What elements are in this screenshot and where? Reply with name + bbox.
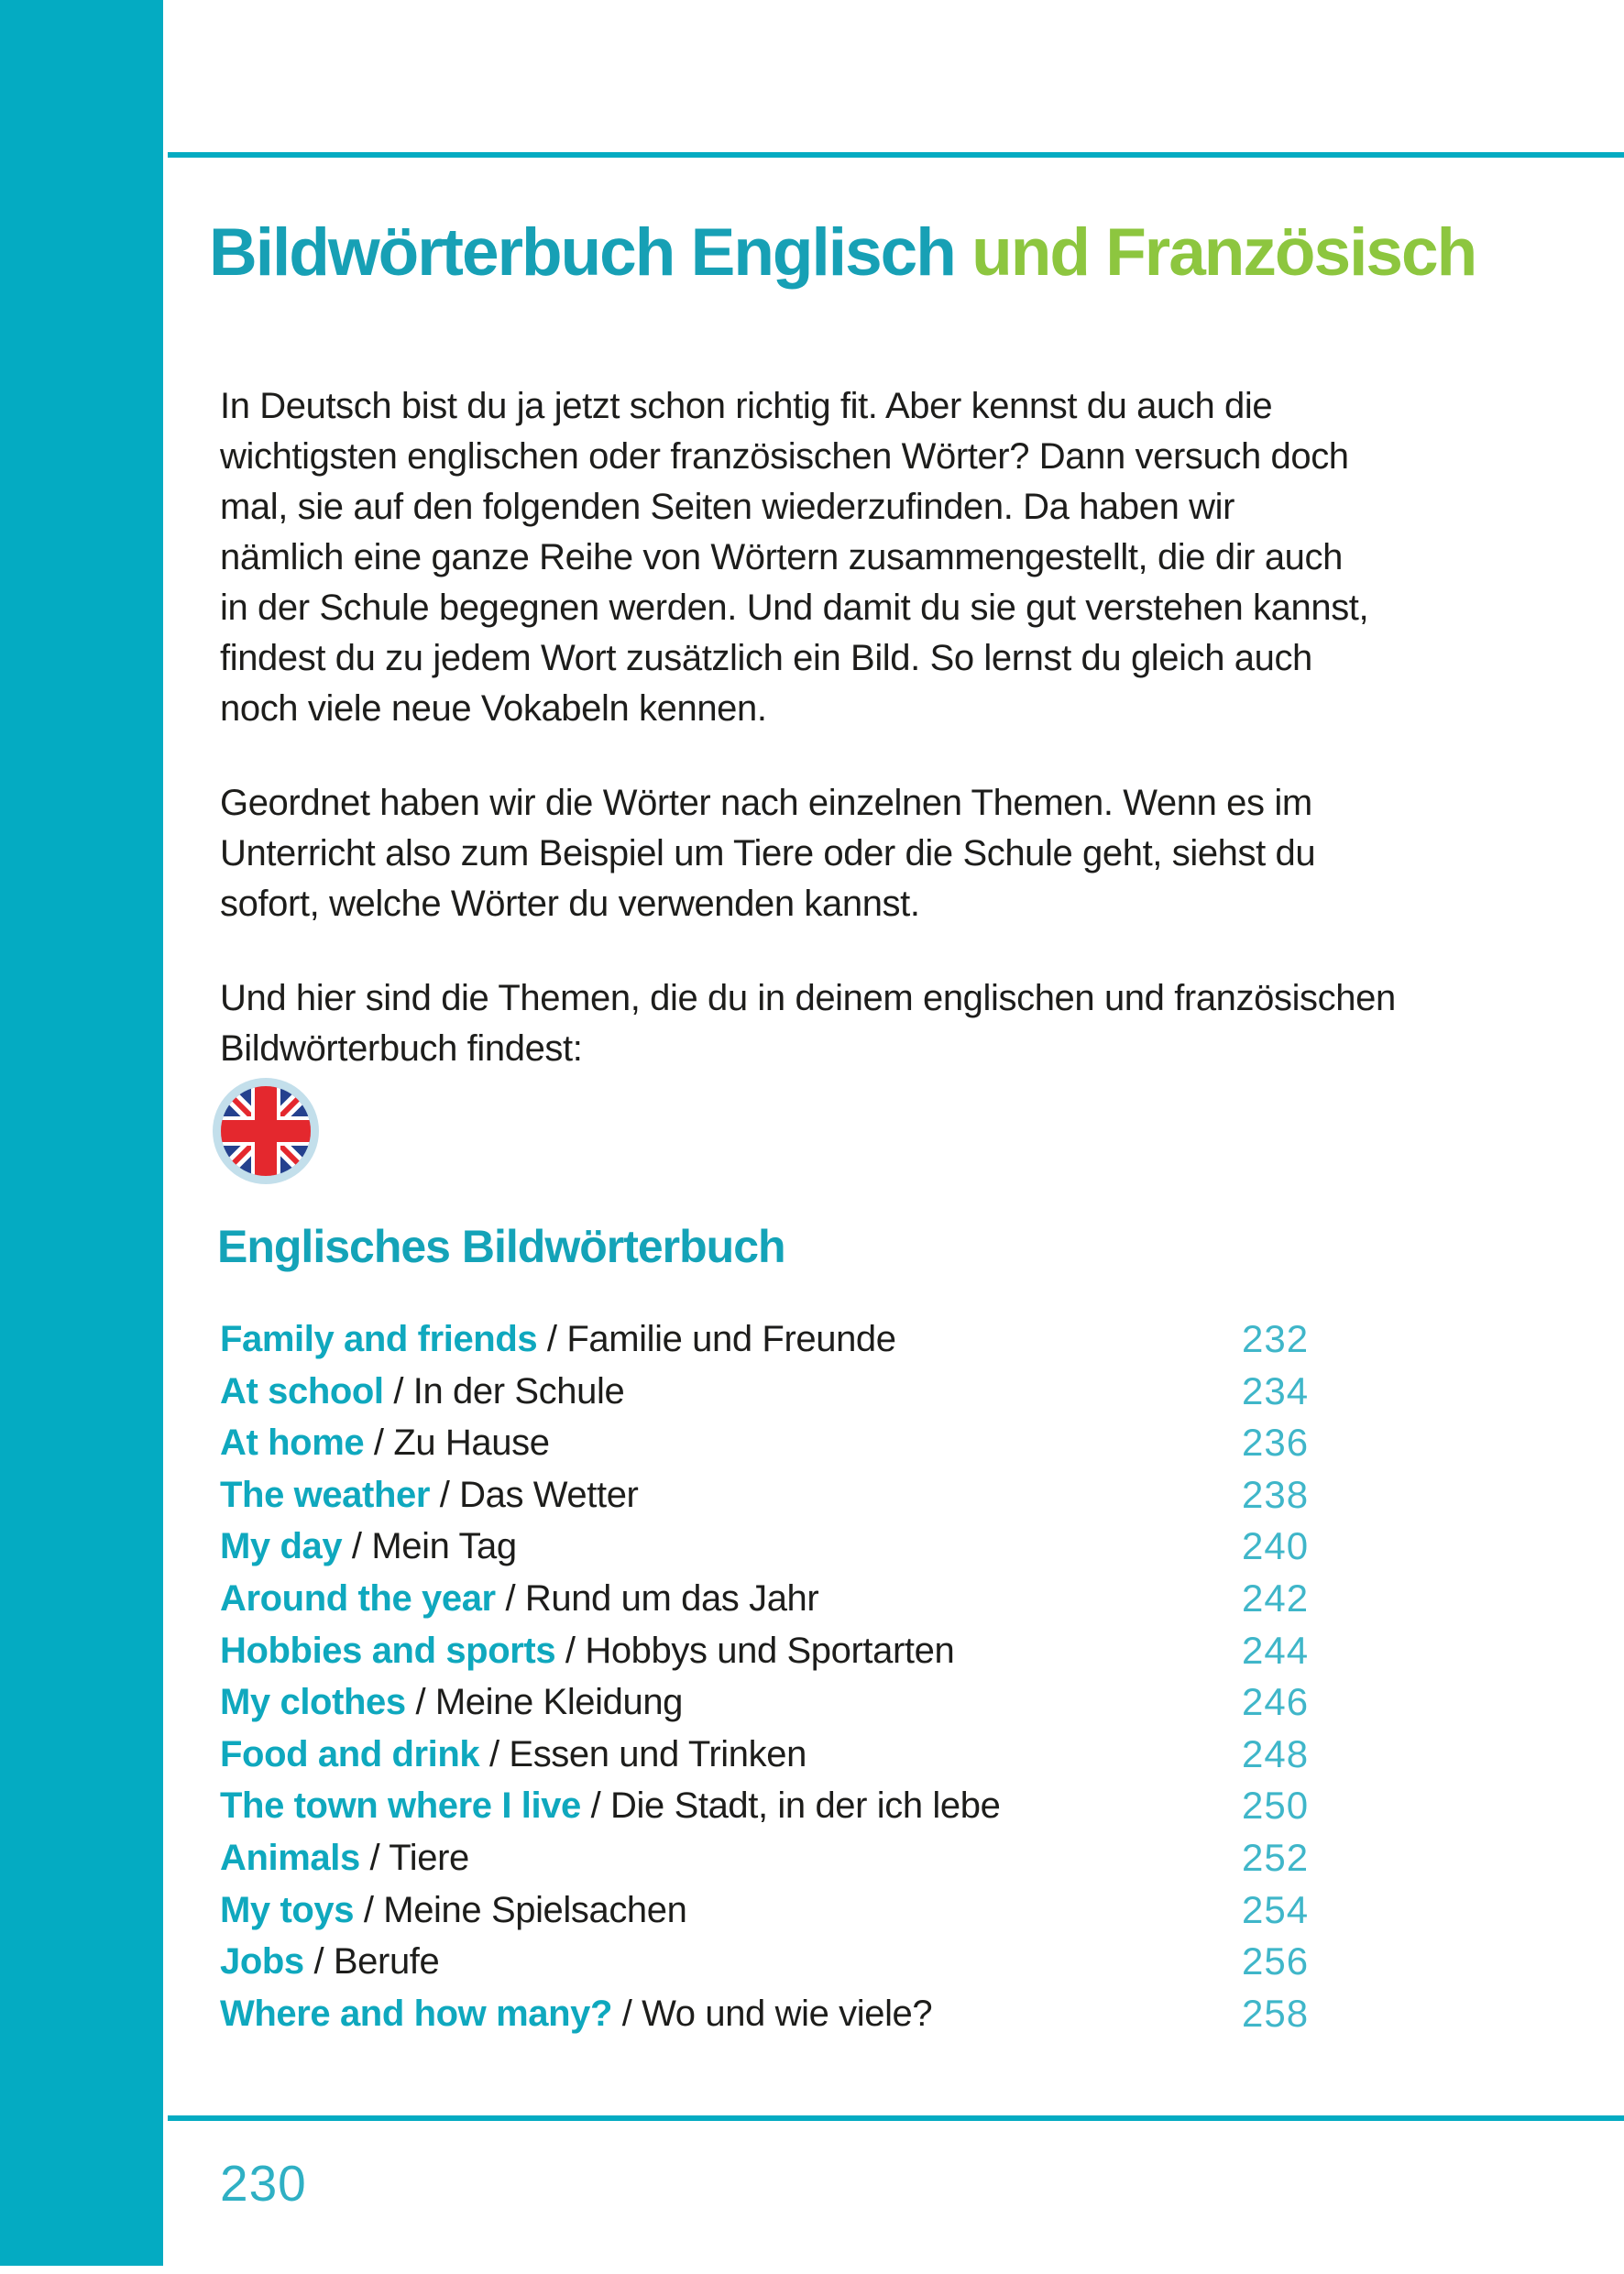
top-divider (168, 152, 1624, 158)
paragraph-line: noch viele neue Vokabeln kennen. (220, 688, 767, 729)
toc-page-number: 254 (1242, 1887, 1310, 1931)
toc-term-english: My toys (220, 1889, 355, 1930)
toc-page-number: 238 (1242, 1472, 1310, 1516)
toc-item (220, 1366, 1430, 1418)
toc-separator: / (303, 1941, 334, 1983)
toc-separator: / (479, 1733, 510, 1774)
toc-page-number: 248 (1242, 1731, 1310, 1775)
toc-term-german: Mein Tag (371, 1526, 517, 1567)
toc-term-english: Where and how many? (220, 1993, 613, 2034)
bottom-divider (168, 2115, 1624, 2121)
paragraph-line: In Deutsch bist du ja jetzt schon richtig fit. Aber kennst du auch die (220, 386, 1273, 426)
toc-separator: / (580, 1785, 611, 1827)
toc-separator: / (405, 1682, 435, 1723)
toc-separator: / (612, 1993, 642, 2034)
toc-term-german: Berufe (333, 1941, 440, 1983)
toc-separator: / (354, 1889, 384, 1930)
toc-item (220, 1573, 1430, 1625)
toc-item (220, 1417, 1430, 1469)
toc-term-german: In der Schule (412, 1370, 625, 1412)
paragraph-line: Und hier sind die Themen, die du in deinem englischen und französischen (220, 978, 1396, 1018)
toc-term-english: Family and friends (220, 1319, 538, 1359)
intro-paragraphs (220, 381, 1396, 1074)
toc-term-german: Wo und wie viele? (642, 1993, 933, 2034)
toc-item (220, 1780, 1430, 1832)
toc-page-number: 234 (1242, 1368, 1310, 1412)
toc-item (220, 1676, 1430, 1729)
left-accent-bar (0, 0, 163, 2266)
paragraph-line: mal, sie auf den folgenden Seiten wiederzufinden. Da haben wir (220, 487, 1235, 527)
section-heading: Englisches Bildwörterbuch (217, 1221, 785, 1272)
toc-separator: / (537, 1319, 567, 1359)
toc-page-number: 244 (1242, 1628, 1310, 1672)
toc-list (220, 1313, 1430, 2039)
intro-paragraph (220, 778, 1396, 929)
paragraph-line: findest du zu jedem Wort zusätzlich ein Bild. So lernst du gleich auch (220, 638, 1312, 678)
title-french-part: und Französisch (971, 215, 1476, 290)
toc-term-german: Essen und Trinken (509, 1733, 807, 1774)
toc-separator: / (359, 1837, 390, 1878)
toc-term-english: At home (220, 1423, 365, 1464)
toc-item (220, 1625, 1430, 1677)
toc-separator: / (364, 1423, 394, 1464)
toc-term-english: The town where I live (220, 1785, 581, 1827)
paragraph-line: Bildwörterbuch findest: (220, 1028, 583, 1069)
intro-paragraph (220, 973, 1396, 1074)
toc-item (220, 1936, 1430, 1988)
toc-term-english: At school (220, 1370, 384, 1412)
toc-separator: / (495, 1577, 525, 1619)
toc-term-german: Meine Kleidung (434, 1682, 684, 1723)
toc-page-number: 236 (1242, 1421, 1310, 1465)
toc-item (220, 1469, 1430, 1521)
toc-separator: / (555, 1630, 586, 1671)
toc-item (220, 1729, 1430, 1781)
paragraph-line: Unterricht also zum Beispiel um Tiere oder die Schule geht, siehst du (220, 833, 1316, 873)
toc-term-english: Food and drink (220, 1733, 480, 1774)
toc-page-number: 240 (1242, 1524, 1310, 1568)
toc-page-number: 252 (1242, 1835, 1310, 1879)
toc-term-english: The weather (220, 1474, 430, 1515)
toc-page-number: 246 (1242, 1680, 1310, 1724)
toc-page-number: 258 (1242, 1991, 1310, 2035)
toc-term-english: Hobbies and sports (220, 1630, 556, 1671)
paragraph-line: in der Schule begegnen werden. Und damit du sie gut verstehen kannst, (220, 588, 1369, 628)
toc-term-german: Meine Spielsachen (383, 1889, 687, 1930)
toc-term-english: Jobs (220, 1941, 304, 1983)
toc-item (220, 1884, 1430, 1937)
paragraph-line: sofort, welche Wörter du verwenden kannst. (220, 884, 920, 924)
toc-term-german: Das Wetter (459, 1474, 639, 1515)
toc-item (220, 1313, 1430, 1366)
toc-item (220, 1988, 1430, 2040)
toc-term-english: My day (220, 1526, 343, 1567)
page-title (209, 216, 1476, 290)
toc-term-german: Die Stadt, in der ich lebe (610, 1785, 1001, 1827)
toc-term-german: Hobbys und Sportarten (585, 1630, 955, 1671)
toc-term-german: Tiere (389, 1837, 469, 1878)
title-english-part: Bildwörterbuch Englisch (209, 215, 955, 290)
toc-term-german: Familie und Freunde (566, 1319, 896, 1359)
toc-term-german: Rund um das Jahr (524, 1577, 819, 1619)
toc-page-number: 250 (1242, 1784, 1310, 1828)
toc-separator: / (342, 1526, 372, 1567)
toc-item (220, 1832, 1430, 1884)
page-number: 230 (220, 2155, 307, 2212)
intro-paragraph (220, 381, 1396, 734)
toc-separator: / (383, 1370, 413, 1412)
toc-page-number: 232 (1242, 1317, 1310, 1360)
toc-page-number: 256 (1242, 1939, 1310, 1983)
toc-term-english: Animals (220, 1837, 360, 1878)
toc-term-german: Zu Hause (393, 1423, 550, 1464)
paragraph-line: Geordnet haben wir die Wörter nach einzelnen Themen. Wenn es im (220, 783, 1312, 823)
paragraph-line: nämlich eine ganze Reihe von Wörtern zusammengestellt, die dir auch (220, 537, 1343, 577)
toc-separator: / (430, 1474, 460, 1515)
toc-term-english: Around the year (220, 1577, 496, 1619)
paragraph-line: wichtigsten englischen oder französischen Wörter? Dann versuch doch (220, 436, 1349, 477)
toc-term-english: My clothes (220, 1682, 406, 1723)
uk-flag-icon (213, 1078, 319, 1184)
toc-item (220, 1521, 1430, 1573)
toc-page-number: 242 (1242, 1576, 1310, 1620)
